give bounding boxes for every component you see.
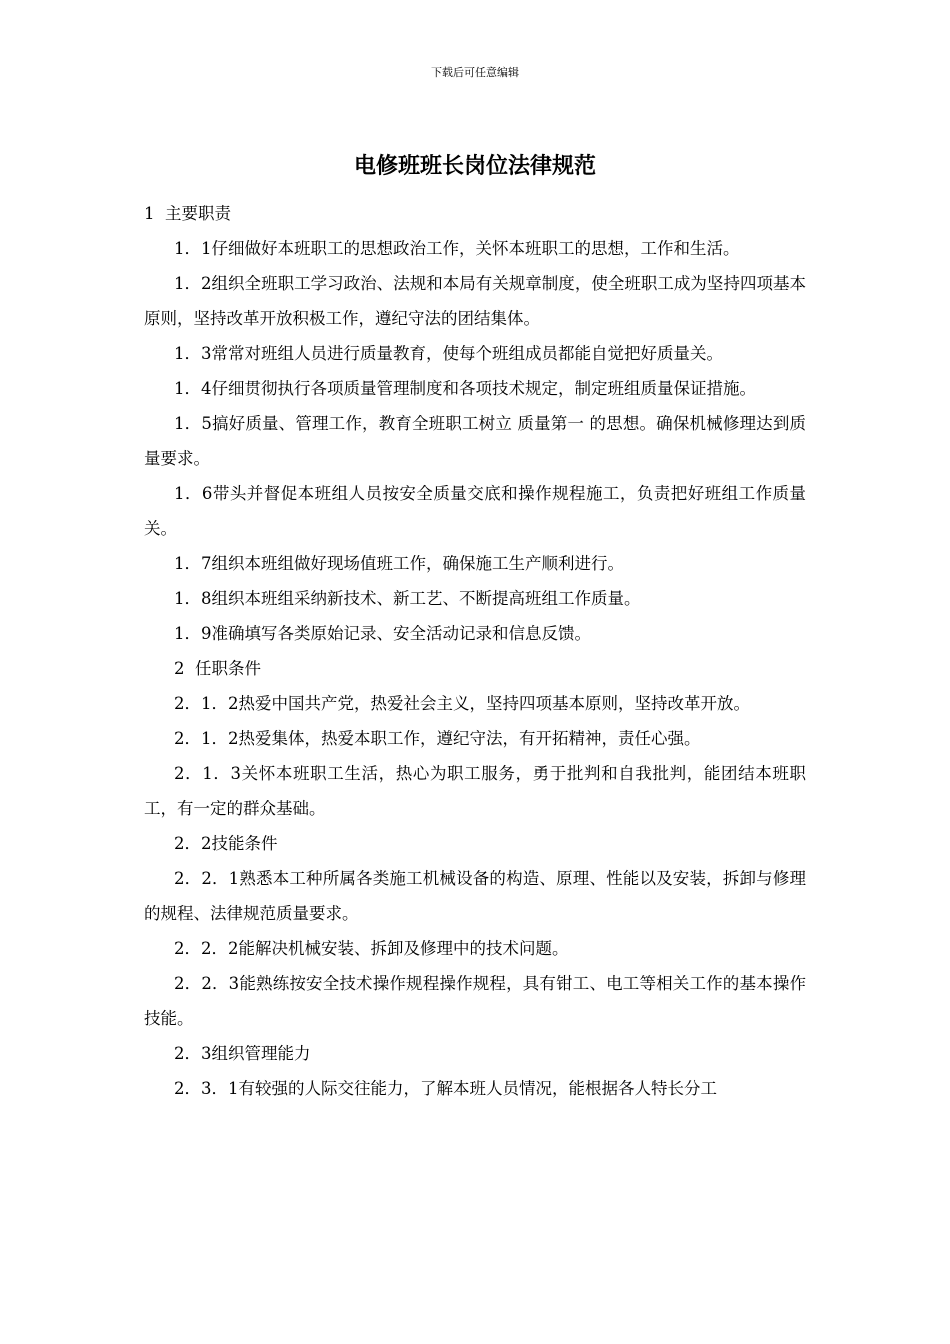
paragraph-1-5: 1．5搞好质量、管理工作，教育全班职工树立 质量第一 的思想。确保机械修理达到质量要求。: [144, 414, 806, 468]
document-title: 电修班班长岗位法律规范: [353, 154, 596, 179]
subsection-heading-management: 2．3组织管理能力: [174, 1044, 311, 1063]
paragraph-1-1: 1．1仔细做好本班职工的思想政治工作，关怀本班职工的思想，工作和生活。: [174, 239, 740, 258]
paragraph-1-2: 1．2组织全班职工学习政治、法规和本局有关规章制度，使全班职工成为坚持四项基本原则，坚持改革开放积极工作，遵纪守法的团结集体。: [144, 274, 806, 328]
subsection-heading-skills: 2．2技能条件: [174, 834, 278, 853]
paragraph-1-8: 1．8组织本班组采纳新技术、新工艺、不断提高班组工作质量。: [174, 589, 641, 608]
paragraph-1-3: 1．3常常对班组人员进行质量教育，使每个班组成员都能自觉把好质量关。: [174, 344, 723, 363]
paragraph-2-3-1: 2．3．1有较强的人际交往能力，了解本班人员情况，能根据各人特长分工: [174, 1079, 717, 1098]
paragraph-2-1-2a: 2．1．2热爱中国共产党，热爱社会主义，坚持四项基本原则，坚持改革开放。: [174, 694, 750, 713]
paragraph-2-2-2: 2．2．2能解决机械安装、拆卸及修理中的技术问题。: [174, 939, 569, 958]
header-note: 下载后可任意编辑: [431, 66, 519, 79]
section-heading-duties: 1 主要职责: [144, 204, 231, 223]
paragraph-1-7: 1．7组织本班组做好现场值班工作，确保施工生产顺利进行。: [174, 554, 624, 573]
paragraph-2-1-2b: 2．1．2热爱集体，热爱本职工作，遵纪守法，有开拓精神，责任心强。: [174, 729, 701, 748]
paragraph-2-1-3: 2．1．3关怀本班职工生活，热心为职工服务，勇于批判和自我批判，能团结本班职工，有一定的群众基础。: [144, 764, 806, 818]
paragraph-2-2-3: 2．2．3能熟练按安全技术操作规程操作规程，具有钳工、电工等相关工作的基本操作技能。: [144, 974, 806, 1028]
paragraph-1-9: 1．9准确填写各类原始记录、安全活动记录和信息反馈。: [174, 624, 591, 643]
section-heading-qualifications: 2 任职条件: [174, 659, 261, 678]
paragraph-1-6: 1．6带头并督促本班组人员按安全质量交底和操作规程施工，负责把好班组工作质量关。: [144, 484, 806, 538]
paragraph-2-2-1: 2．2．1熟悉本工种所属各类施工机械设备的构造、原理、性能以及安装，拆卸与修理的规程、法律规范质量要求。: [144, 869, 806, 923]
document-body: [144, 196, 806, 1106]
paragraph-1-4: 1．4仔细贯彻执行各项质量管理制度和各项技术规定，制定班组质量保证措施。: [174, 379, 756, 398]
